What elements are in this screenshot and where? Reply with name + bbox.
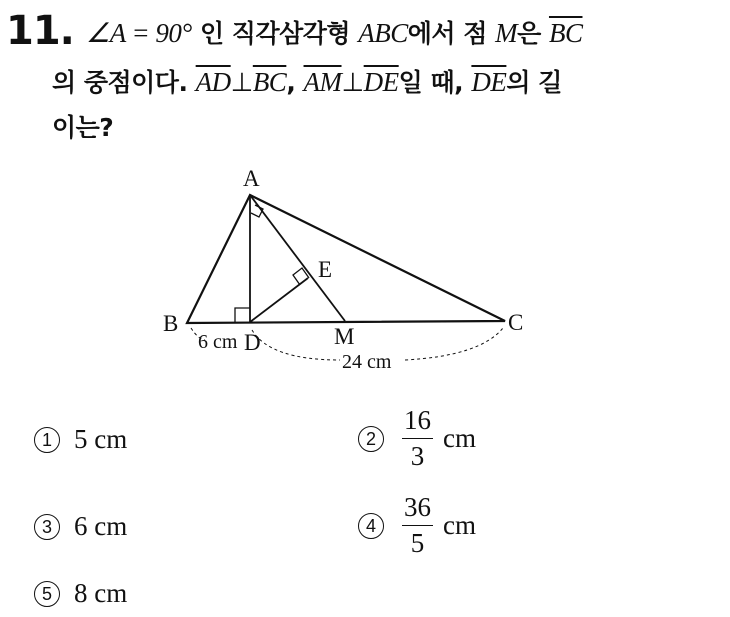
right-angle-mark-d xyxy=(235,308,250,322)
option-4[interactable] xyxy=(358,494,476,557)
angle-a-expression: ∠A = 90° xyxy=(86,18,192,48)
segment-bc: $\overline{BC}$ xyxy=(252,67,287,97)
label-d: D xyxy=(244,330,261,355)
question-line-2 xyxy=(52,63,562,99)
bd-length-label: 6 cm xyxy=(198,331,238,353)
option-marker: 5 xyxy=(34,581,60,607)
label-e: E xyxy=(318,257,333,282)
option-3[interactable] xyxy=(34,511,127,542)
option-marker: 2 xyxy=(358,426,384,452)
option-marker: 3 xyxy=(34,514,60,540)
fraction-denominator: 5 xyxy=(410,528,425,558)
fraction xyxy=(402,494,433,557)
question-number: 11. xyxy=(6,8,74,54)
segment-de: $\overline{DE}$ xyxy=(471,67,507,97)
segment-am: $\overline{AM}$ xyxy=(303,67,342,97)
option-marker: 4 xyxy=(358,513,384,539)
question-text: 인 직각삼각형 xyxy=(191,19,359,48)
point-m: M xyxy=(495,18,518,48)
question-text: 일 때, xyxy=(398,68,472,97)
option-1[interactable] xyxy=(34,424,127,455)
option-5[interactable] xyxy=(34,578,127,609)
option-unit: cm xyxy=(443,510,476,540)
label-m: M xyxy=(334,324,355,349)
fraction-numerator: 16 xyxy=(402,407,433,439)
segment-bc: $\overline{BC}$ xyxy=(548,18,583,48)
option-2[interactable] xyxy=(358,407,476,470)
option-unit: cm xyxy=(443,423,476,453)
fraction xyxy=(402,407,433,470)
label-a: A xyxy=(243,166,260,191)
fraction-denominator: 3 xyxy=(410,441,425,471)
option-text: 6 cm xyxy=(74,511,128,541)
dc-dimension-arc-right xyxy=(405,328,503,360)
perpendicular-symbol: ⊥ xyxy=(341,68,364,97)
question-text: 은 xyxy=(517,19,549,48)
segment-ad: $\overline{AD}$ xyxy=(195,67,231,97)
dc-dimension-arc-left xyxy=(252,330,340,360)
question-line-3: 이는? xyxy=(52,113,114,142)
option-marker: 1 xyxy=(34,427,60,453)
option-text: 8 cm xyxy=(74,578,128,608)
question-text: 의 길 xyxy=(506,68,562,97)
fraction-numerator: 36 xyxy=(402,494,433,526)
perpendicular-symbol: ⊥ xyxy=(230,68,253,97)
question-text: 에서 점 xyxy=(407,19,496,48)
dc-length-label: 24 cm xyxy=(342,351,392,373)
question-line-1 xyxy=(86,14,582,50)
triangle-name: ABC xyxy=(358,18,408,48)
option-text: 5 cm xyxy=(74,424,128,454)
question-text: 의 중점이다. xyxy=(52,68,196,97)
label-b: B xyxy=(163,311,179,336)
segment-de: $\overline{DE}$ xyxy=(363,67,399,97)
triangle-abc xyxy=(187,195,505,323)
triangle-figure xyxy=(150,160,540,380)
question-text: , xyxy=(286,68,304,97)
label-c: C xyxy=(508,310,524,335)
